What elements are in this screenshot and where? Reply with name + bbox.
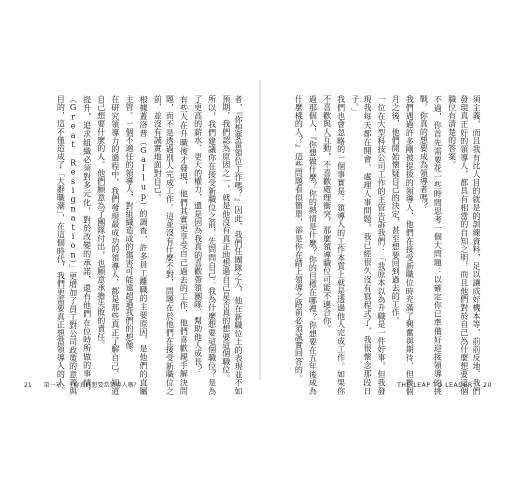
chapter-title: 你真的想要當領導人嗎？ xyxy=(73,382,140,389)
right-paragraph-4: 一位在大型科技公司工作的主管告訴我們：「我原本以為升職是一件好事，但我發現我每天都在開會、處理人事問題，我已經很久沒有寫程式了，我很懷念那段日子。」 xyxy=(350,95,386,395)
right-paragraph-6: 過那個人，『你想做什麼？你的熱情是什麼？你的目標在哪裡？你想要在五年後成為什麼樣的人？』這些問題看似簡單，卻是你在踏上領導之路前必須誠實回答的。 xyxy=(294,95,318,395)
right-page xyxy=(262,0,520,500)
left-page xyxy=(0,0,258,500)
left-paragraph-2: 所以，我們建議你在接受新職位之前，先問問自己：我為什麼想要這個職位？是為了更高的薪水、更大的權力，還是因為我真的喜歡帶領團隊、幫助他人成長？ xyxy=(193,95,217,395)
left-page-number: 21 xyxy=(24,382,32,389)
right-paragraph-3: 我們遇過許多剛被提拔的領導人，他們在接受新職位時充滿了興奮與期待，但幾個月之後，他們開始懷疑自己的決定，甚至想要回到過去的工作。 xyxy=(391,95,415,395)
chapter-label: 第一章 xyxy=(43,382,62,389)
book-gutter xyxy=(259,80,261,380)
left-paragraph-6: 提升，追求組織必須對多元化，對於改變的承諾，還有他們在位時所做的事情，（Great Resignation）」更增加了員工對公司政策的意義與目的，這不僅造成了「大辭職潮」，在這個時代，我們更需要真正想當領導人的人。 xyxy=(56,95,92,395)
left-paragraph-3: 有些人在升職後才發現，他們其實更享受自己過去的工作，他們喜歡親手解決問題，而不是透過別人完成工作。這並沒有什麼不對，問題在於他們在接受新職位之前，並沒有誠實地面對自己。 xyxy=(153,95,189,395)
right-page-body-text xyxy=(270,95,482,395)
right-paragraph-1: 須主義，而且我有比人目的就是的訓練資料，足以讓成好機本等，前前反地，我們發現真正好的領導人，都具有相當的自知之明，而且他們對於自己為什麼想要這個職位有清楚的答案。 xyxy=(447,95,481,395)
left-paragraph-5: 在研究領導力的過程中，我們發現最成功的領導人，都是那些真正了解自己、知道自己想要什麼的人。他們願意為了團隊付出，也願意承擔失敗的責任。 xyxy=(96,95,120,395)
running-head: THE LEAP TO LEADER xyxy=(397,382,473,389)
left-page-body-text xyxy=(22,95,244,395)
right-page-footer xyxy=(397,381,492,391)
left-page-footer xyxy=(24,381,140,391)
right-page-number: 20 xyxy=(483,382,492,389)
right-paragraph-5: 我們也會忽略的一個事實是：領導人的工作本質上就是透過他人完成工作。如果你不喜歡與人互動，不喜歡處理衝突，那麼領導職位可能不適合你。 xyxy=(322,95,346,395)
left-paragraph-4: 根據蓋洛普（Gallup）的調查，許多員工離職的主要原因，是他們的直屬主管。一個不適任的領導人，對組織造成的傷害可能遠超過我們的想像。 xyxy=(124,95,148,395)
left-paragraph-1: 者，『你想要當領位工作嗎？』因此，我們任團隊之人，他在新職位上的表現並不如預期，我們認為原因之一，就是他沒有真正地想過自己是否真的想要這個職位。 xyxy=(221,95,243,395)
right-paragraph-2: 不過，你首先需要花一些時間思考一個大問題：以確定你已準備好迎接領導的挑戰。你真的想要成為領導者嗎？ xyxy=(419,95,443,395)
